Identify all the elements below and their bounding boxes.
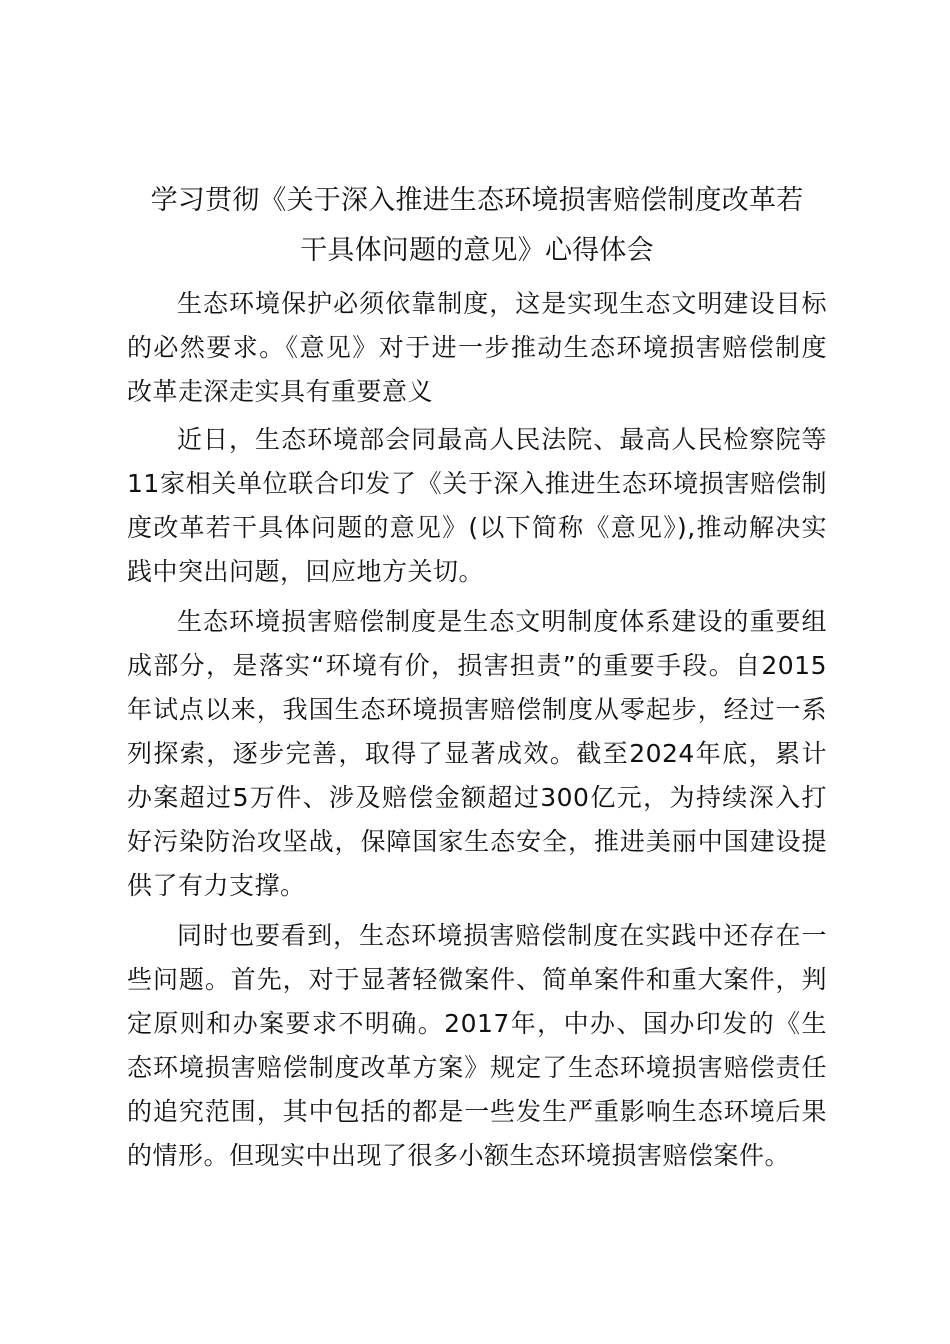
document-title (127, 176, 827, 276)
paragraph-3: 生态环境损害赔偿制度是生态文明制度体系建设的重要组成部分，是落实“环境有价，损害担责”的重要手段。自2015年试点以来，我国生态环境损害赔偿制度从零起步，经过一系列探索，逐步完善，取得了显著成效。截至2024年底，累计办案超过5万件、涉及赔偿金额超过300亿元，为持续深入打好污染防治攻坚战，保障国家生态安全，推进美丽中国建设提供了有力支撑。 (127, 607, 827, 900)
title-line-1: 学习贯彻《关于深入推进生态环境损害赔偿制度改革若 (150, 185, 804, 216)
paragraph-1: 生态环境保护必须依靠制度，这是实现生态文明建设目标的必然要求。《意见》对于进一步推动生态环境损害赔偿制度改革走深走实具有重要意义 (127, 289, 827, 406)
document-page (127, 176, 827, 1178)
paragraph-4: 同时也要看到，生态环境损害赔偿制度在实践中还存在一些问题。首先，对于显著轻微案件、简单案件和重大案件，判定原则和办案要求不明确。2017年，中办、国办印发的《生态环境损害赔偿制度改革方案》规定了生态环境损害赔偿责任的追究范围，其中包括的都是一些发生严重影响生态环境后果的情形。但现实中出现了很多小额生态环境损害赔偿案件。 (127, 921, 827, 1170)
title-line-2: 干具体问题的意见》心得体会 (300, 235, 654, 266)
paragraph-2: 近日，生态环境部会同最高人民法院、最高人民检察院等11家相关单位联合印发了《关于深入推进生态环境损害赔偿制度改革若干具体问题的意见》(以下简称《意见》),推动解决实践中突出问题，回应地方关切。 (127, 425, 827, 586)
